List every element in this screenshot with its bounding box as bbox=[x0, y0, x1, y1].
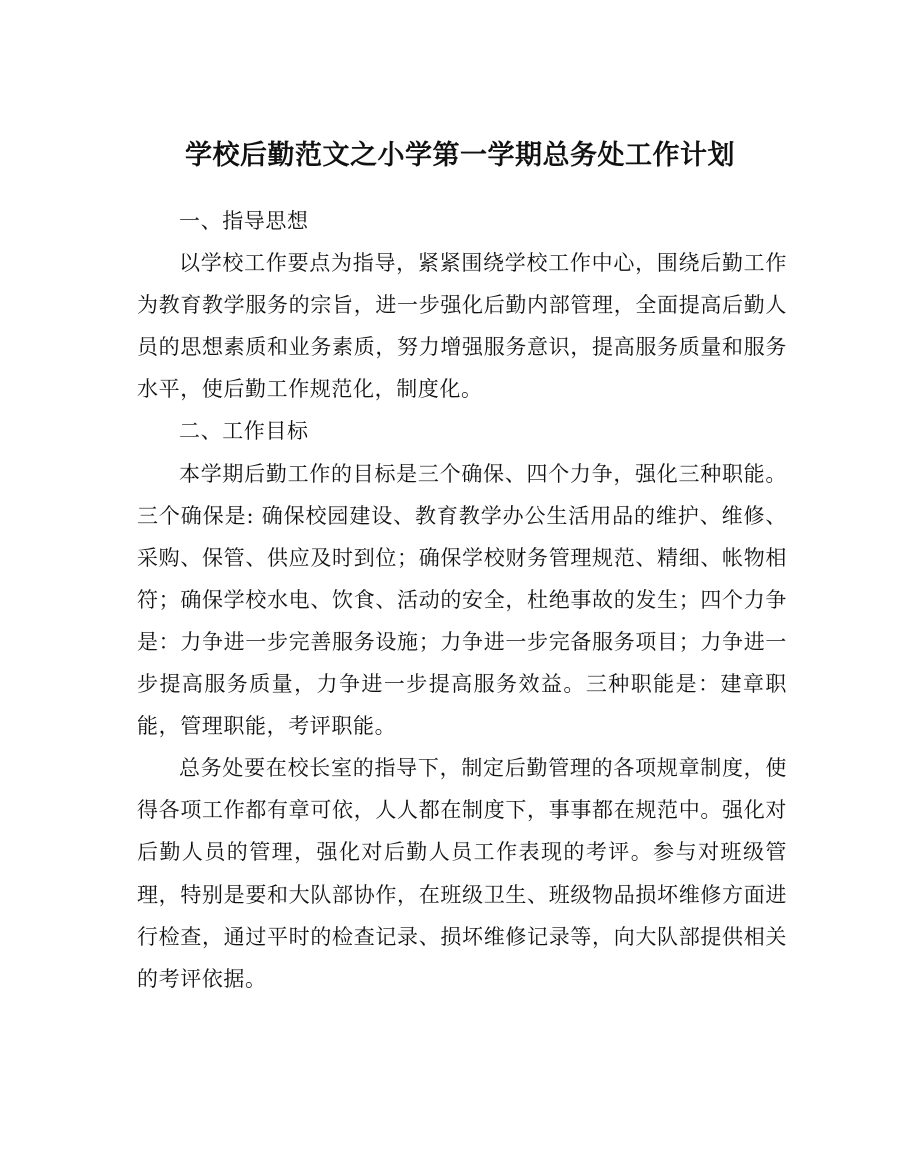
section-heading-work-goals: 二、工作目标 bbox=[179, 419, 309, 444]
document-body bbox=[137, 200, 787, 1000]
paragraph-work-goals: 本学期后勤工作的目标是三个确保、四个力争，强化三种职能。三个确保是: 确保校园建设、教育教学办公生活用品的维护、维修、采购、保管、供应及时到位；确保学校财务管理规范、精细、帐物相符；确保学校水电、饮食、活动的安全，杜绝事故的发生；四个力争是：力争进一步完善服务设施；力争进一步完备服务项目；力争进一步提高服务质量，力争进一步提高服务效益。三种职能是：建章职能，管理职能，考评职能。 bbox=[137, 461, 787, 739]
section-heading-guiding-ideology: 一、指导思想 bbox=[179, 209, 309, 233]
document-title: 学校后勤范文之小学第一学期总务处工作计划 bbox=[185, 140, 735, 172]
paragraph-guiding-ideology: 以学校工作要点为指导，紧紧围绕学校工作中心，围绕后勤工作为教育教学服务的宗旨，进一步强化后勤内部管理，全面提高后勤人员的思想素质和业务素质，努力增强服务意识，提高服务质量和服务水平，使后勤工作规范化，制度化。 bbox=[137, 251, 787, 402]
paragraph-general-affairs: 总务处要在校长室的指导下，制定后勤管理的各项规章制度，使得各项工作都有章可依，人人都在制度下，事事都在规范中。强化对后勤人员的管理，强化对后勤人员工作表现的考评。参与对班级管理，特别是要和大队部协作，在班级卫生、班级物品损坏维修方面进行检查，通过平时的检查记录、损坏维修记录等，向大队部提供相关的考评依据。 bbox=[137, 756, 787, 991]
